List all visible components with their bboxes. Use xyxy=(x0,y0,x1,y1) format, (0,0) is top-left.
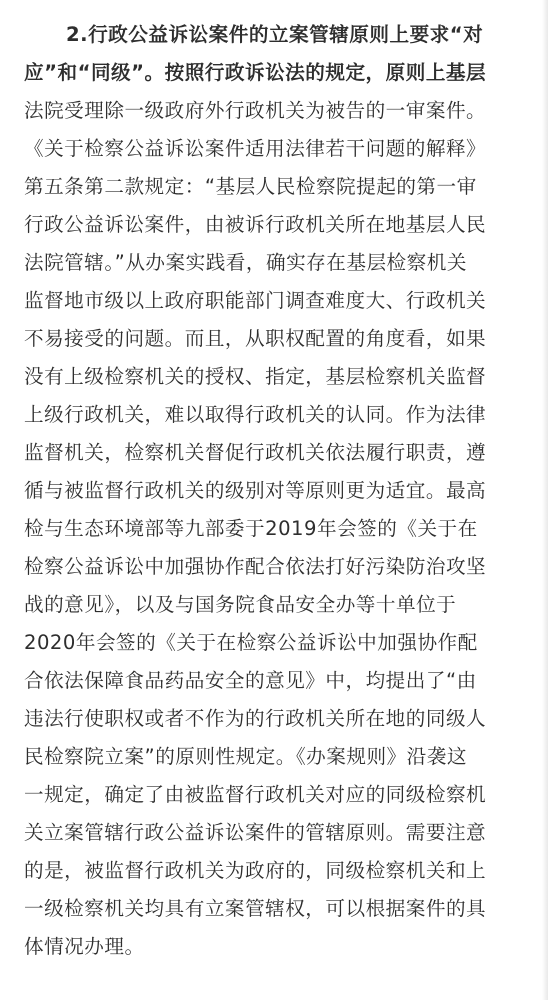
text-line: 没有上级检察机关的授权、指定，基层检察机关监督 xyxy=(24,365,487,388)
text-line: 上级行政机关，难以取得行政机关的认同。作为法律 xyxy=(24,403,487,426)
text-line: 关立案管辖行政公益诉讼案件的管辖原则。需要注意 xyxy=(24,821,487,844)
text-line: 监督地市级以上政府职能部门调查难度大、行政机关 xyxy=(24,289,487,312)
text-line: 循与被监督行政机关的级别对等原则更为适宜。最高 xyxy=(24,479,487,502)
text-line: 民检察院立案”的原则性规定。《办案规则》沿袭这 xyxy=(24,745,467,768)
text-line: 体情况办理。 xyxy=(24,935,145,958)
text-line: 2020年会签的《关于在检察公益诉讼中加强协作配 xyxy=(24,631,478,654)
text-line: 法院受理除一级政府外行政机关为被告的一审案件。 xyxy=(24,99,487,122)
text-line: 检与生态环境部等九部委于2019年会签的《关于在 xyxy=(24,517,478,540)
text-line: 应”和“同级”。按照行政诉讼法的规定，原则上基层 xyxy=(24,61,487,84)
text-line: 《关于检察公益诉讼案件适用法律若干问题的解释》 xyxy=(24,137,487,160)
text-line: 行政公益诉讼案件，由被诉行政机关所在地基层人民 xyxy=(24,213,487,236)
text-line: 一规定，确定了由被监督行政机关对应的同级检察机 xyxy=(24,783,487,806)
text-line: 的是，被监督行政机关为政府的，同级检察机关和上 xyxy=(24,859,487,882)
text-line: 检察公益诉讼中加强协作配合依法打好污染防治攻坚 xyxy=(24,555,487,578)
text-line: 第五条第二款规定：“基层人民检察院提起的第一审 xyxy=(24,175,477,198)
text-line: 战的意见》，以及与国务院食品安全办等十单位于 xyxy=(24,593,457,616)
text-line: 监督机关，检察机关督促行政机关依法履行职责，遵 xyxy=(24,441,487,464)
page-edge-shadow xyxy=(542,0,548,1000)
text-line: 合依法保障食品药品安全的意见》中，均提出了“由 xyxy=(24,669,477,692)
text-line: 2.行政公益诉讼案件的立案管辖原则上要求“对 xyxy=(66,23,484,46)
text-line: 法院管辖。”从办案实践看，确实存在基层检察机关 xyxy=(24,251,467,274)
text-line: 违法行使职权或者不作为的行政机关所在地的同级人 xyxy=(24,707,487,730)
text-line: 一级检察机关均具有立案管辖权，可以根据案件的具 xyxy=(24,897,487,920)
text-line: 不易接受的问题。而且，从职权配置的角度看，如果 xyxy=(24,327,487,350)
